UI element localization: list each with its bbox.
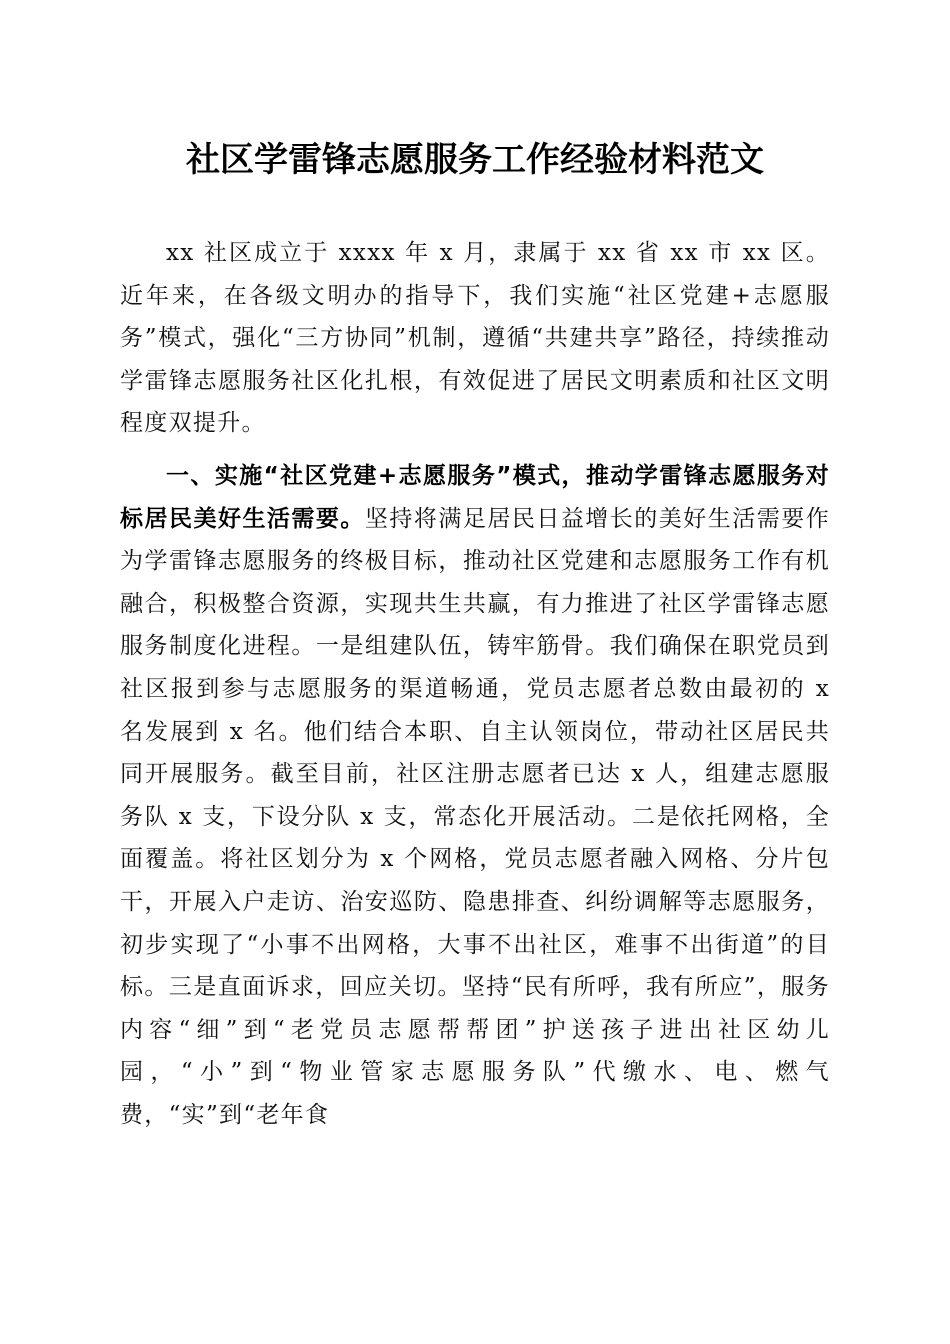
intro-paragraph-text: xx 社区成立于 xxxx 年 x 月，隶属于 xx 省 xx 市 xx 区。近年来，在各级文明办的指导下，我们实施“社区党建+志愿服务”模式，强化“三方协同”机制，遵循“共建共享”路径，持续推动学雷锋志愿服务社区化扎根，有效促进了居民文明素质和社区文明程度双提升。	[120, 240, 830, 437]
intro-paragraph	[120, 232, 830, 445]
document-title: 社区学雷锋志愿服务工作经验材料范文	[186, 140, 764, 180]
section-one-text: 坚持将满足居民日益增长的美好生活需要作为学雷锋志愿服务的终极目标，推动社区党建和志愿服务工作有机融合，积极整合资源，实现共生共赢，有力推进了社区学雷锋志愿服务制度化进程。一是组建队伍，铸牢筋骨。我们确保在职党员到社区报到参与志愿服务的渠道畅通，党员志愿者总数由最初的 x 名发展到 x 名。他们结合本职、自主认领岗位，带动社区居民共同开展服务。截至目前，社区注册志愿者已达 x 人，组建志愿服务队 x 支，下设分队 x 支，常态化开展活动。二是依托网格，全面覆盖。将社区划分为 x 个网格，党员志愿者融入网格、分片包干，开展入户走访、治安巡防、隐患排查、纠纷调解等志愿服务，初步实现了“小事不出网格，大事不出社区，难事不出街道”的目标。三是直面诉求，回应关切。坚持“民有所呼，我有所应”，服务内容“细”到“老党员志愿帮帮团”护送孩子进出社区幼儿园，“小”到“物业管家志愿服务队”代缴水、电、燃气费，“实”到“老年食	[120, 505, 831, 1128]
section-one-paragraph	[120, 455, 830, 1137]
section-one-heading: 一、实施“社区党建+志愿服务”模式，推动学雷锋志愿服务对标居民美好生活需要。	[120, 463, 830, 532]
